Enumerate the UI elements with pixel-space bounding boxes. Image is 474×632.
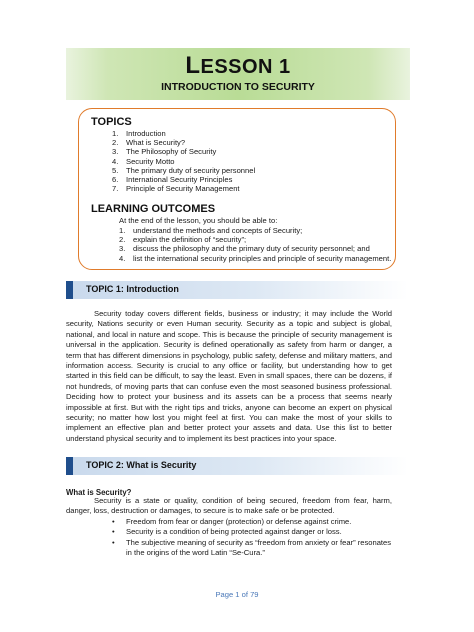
bullet-item: • Security is a condition of being protected against danger or loss.: [112, 527, 342, 537]
lesson-banner: [66, 48, 410, 100]
topics-item: 1. Introduction: [112, 129, 166, 138]
topic-2-label: TOPIC 2: What is Security: [86, 460, 197, 470]
topics-item: 2. What is Security?: [112, 138, 186, 148]
bullet-item: • Freedom from fear or danger (protection) or defense against crime.: [112, 517, 352, 526]
lesson-title: [66, 52, 410, 80]
topics-item: 4. Security Motto: [112, 156, 175, 166]
topics-item: 3. The Philosophy of Security: [112, 147, 217, 157]
topic-2-paragraph: [66, 496, 392, 517]
lesson-title-cap: L: [185, 52, 201, 79]
topic-1-text: Security today covers different fields, business or industry; it may include the World security, Nations security or even Human security. Security as a topic and subject is global, national, and local in nature and scope. This is because the principle of security management is universal in the application. Security is defined operationally as safety from harm or danger, a term that has different dimensions in psychology, public safety, defense and military matters, and information access. Security is crucial to any office or facility, but understanding how to get started in this field can be difficult, to say the least. Even in small spaces, there can be dozens, if not hundreds, of moving parts that can confuse even the most seasoned business professional. Deciding how to protect your business and its assets can be a process that seems nearly impossible at first. But with the right tips and tricks, anyone can become an expert on physical security; no matter how lost you might feel at first. You can make the most of your skills to implement an effective plan and better protect your assets and data. Use this list to better understand physical security and to implement its best practices into your space.: [66, 309, 392, 443]
bullet-item: • The subjective meaning of security as “freedom from anxiety or fear” resonates in the origins of the word Latin “Se-Cura.”: [112, 537, 392, 558]
topic-2-subheading: What is Security?: [66, 488, 132, 497]
outcomes-item: 1. understand the methods and concepts of Security;: [119, 226, 303, 235]
topics-heading: TOPICS: [91, 116, 132, 128]
bullet-icon: •: [112, 537, 115, 547]
outcomes-intro: At the end of the lesson, you should be able to:: [119, 216, 278, 225]
outcomes-item: 4. list the international security principles and principle of security management.: [119, 253, 392, 263]
lesson-title-rest: ESSON 1: [200, 56, 291, 78]
topic-1-header: [66, 281, 408, 299]
page-number: Page 1 of 79: [215, 590, 259, 599]
topic-2-header: [66, 457, 408, 475]
bullet-icon: •: [112, 527, 115, 537]
outcomes-heading: LEARNING OUTCOMES: [91, 203, 216, 215]
topics-item: 5. The primary duty of security personnel: [112, 165, 256, 175]
bullet-icon: •: [112, 517, 115, 526]
topics-list: [112, 129, 255, 193]
lesson-subtitle: INTRODUCTION TO SECURITY: [161, 81, 315, 93]
outcomes-list: [119, 226, 391, 263]
topic-1-label: TOPIC 1: Introduction: [86, 284, 179, 294]
topic-2-bullets: [112, 517, 392, 559]
topics-item: 6. International Security Principles: [112, 175, 233, 185]
topics-item: 7. Principle of Security Management: [112, 184, 240, 194]
topic-1-marker: [66, 281, 73, 299]
topic-1-paragraph: [66, 309, 392, 444]
topic-2-text: Security is a state or quality, condition of being secured, freedom from fear, harm, danger, loss, destruction or damages, to secure is to make safe or be protected.: [66, 496, 392, 516]
outcomes-item: 2. explain the definition of “security”;: [119, 235, 247, 245]
outcomes-item: 3. discuss the philosophy and the primary duty of security personnel; and: [119, 244, 370, 254]
topic-2-marker: [66, 457, 73, 475]
topics-outcomes-box: [78, 108, 396, 270]
